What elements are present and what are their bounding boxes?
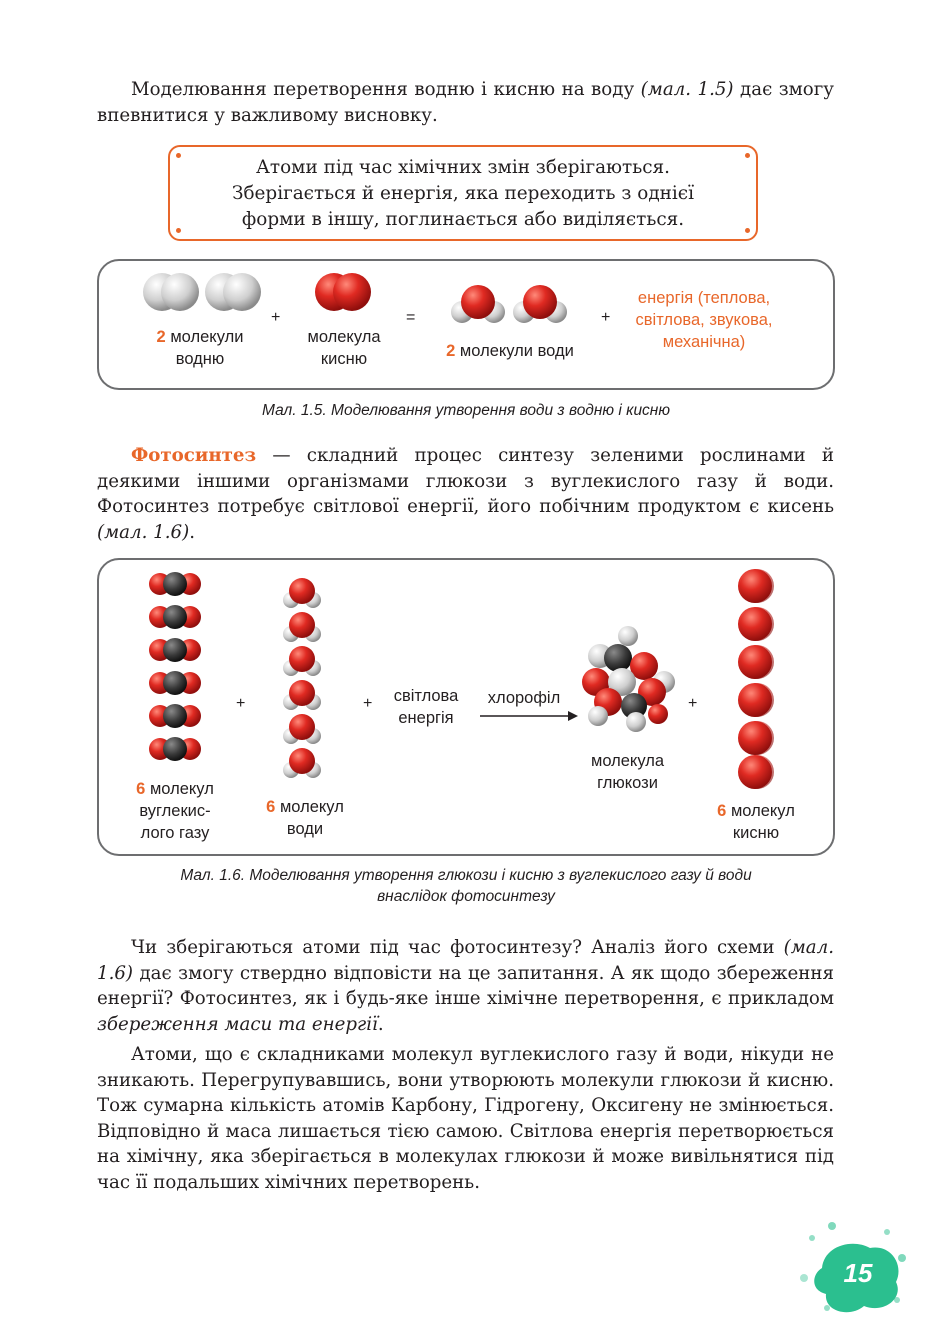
question-emphasis: збереження маси та енергії (97, 1013, 378, 1035)
callout-line-1: Атоми під час хімічних змін зберігаються. (256, 157, 670, 178)
water-molecules-illustration (450, 278, 575, 330)
figure-1-6-caption-line1: Мал. 1.6. Моделювання утворення глюкози і кисню з вуглекислого газу й води (180, 867, 752, 884)
glucose-label (570, 750, 685, 794)
oxygen-6-label-line1: молекул (730, 802, 795, 820)
reaction-arrow (480, 710, 580, 722)
photosynthesis-paragraph (97, 443, 834, 545)
light-energy-line2: енергія (398, 709, 454, 727)
plus-sign: + (688, 695, 698, 712)
energy-line1: енергія (теплова, (637, 289, 771, 307)
question-text-1: Чи зберігаються атоми під час фотосинтезу? Аналіз його схеми (131, 937, 775, 958)
equals-sign: = (406, 309, 416, 326)
callout-corner-dot (176, 228, 181, 233)
glucose-line2: глюкози (597, 774, 658, 792)
co2-label (115, 778, 235, 844)
energy-label (614, 287, 794, 353)
water-6-label-line2: води (286, 820, 324, 838)
figure-1-5-caption: Мал. 1.5. Моделювання утворення води з водню і кисню (261, 402, 670, 419)
light-energy-label (376, 685, 476, 729)
water-count: 2 (446, 342, 456, 360)
oxygen-6-label (696, 800, 816, 844)
glucose-line1: молекула (590, 752, 665, 770)
intro-paragraph (97, 77, 834, 128)
water-label (425, 340, 595, 362)
carbon-dioxide-molecules-illustration (150, 570, 202, 770)
co2-label-line3: лого газу (140, 824, 210, 842)
callout-line-2: Зберігається й енергія, яка переходить з однієї (232, 183, 694, 204)
oxygen-6-label-line2: кисню (732, 824, 780, 842)
water-6-label-line1: молекул (279, 798, 344, 816)
page-number: 15 (843, 1258, 873, 1288)
oxygen-6-count: 6 (717, 802, 727, 820)
photosynthesis-figure-ref: (мал. 1.6) (97, 521, 190, 543)
plus-sign: + (236, 695, 246, 712)
hydrogen-molecules-illustration (140, 266, 265, 316)
plus-sign: + (363, 695, 373, 712)
question-paragraph (97, 935, 834, 1037)
water-6-label (245, 796, 365, 840)
callout-corner-dot (176, 153, 181, 158)
callout-corner-dot (745, 228, 750, 233)
question-text-2: дає змогу ствердно відповісти на це запитання. А як щодо збереження енергії? Фотосинтез, як і будь-яке інше хімічне перетворення, є прикладом (97, 962, 834, 1010)
hydrogen-label-line1: молекули (170, 328, 244, 346)
water-6-count: 6 (266, 798, 276, 816)
oxygen-label-line1: молекула (307, 328, 381, 346)
oxygen-label (289, 326, 399, 370)
question-end: . (377, 1013, 384, 1035)
intro-text-end: дає змогу впевнитися у важливому висновку. (97, 79, 834, 126)
callout-line-3: форми в іншу, поглинається або виділяється. (241, 209, 685, 230)
figure-1-6-caption-line2: внаслідок фотосинтезу (377, 888, 555, 905)
intro-figure-ref: (мал. 1.5) (640, 79, 734, 100)
co2-label-line2: вуглекис- (139, 802, 211, 820)
photosynthesis-term: Фотосинтез (131, 445, 257, 466)
hydrogen-count: 2 (156, 328, 166, 346)
energy-line2: світлова, звукова, (635, 311, 773, 329)
co2-label-line1: молекул (149, 780, 214, 798)
atoms-paragraph: Атоми, що є складниками молекул вуглекислого газу й води, нікуди не зникають. Перегрупувавшись, вони утворюють молекули глюкози й кисню. Тож сумарна кількість атомів Карбону, Гідрогену, Оксигену не змінюється. Відповідно й маса лишається тією самою. Світлова енергія перетворюється на хімічну, яка зберігається в молекулах глюкози й може вивільнятися під час її подальших хімічних перетворень. (97, 1044, 834, 1193)
plus-sign: + (601, 309, 611, 326)
oxygen-molecule-illustration (312, 266, 377, 316)
light-energy-line1: світлова (393, 687, 459, 705)
hydrogen-label-line2: водню (175, 350, 225, 368)
water-label-text: молекули води (459, 342, 574, 360)
oxygen-molecules-column-illustration (734, 568, 778, 788)
co2-count: 6 (136, 780, 146, 798)
callout-corner-dot (745, 153, 750, 158)
water-molecules-column-illustration (283, 573, 327, 783)
photosynthesis-text: — складний процес синтезу зеленими рослинами й деякими іншими організмами глюкози з вуглекислого газу й води. Фотосинтез потребує світлової енергії, його побічним продуктом є кисень (97, 445, 834, 518)
energy-line3: механічна) (662, 333, 746, 351)
chlorophyll-label: хлорофіл (487, 689, 561, 707)
hydrogen-label (130, 326, 270, 370)
figure-1-6-caption (97, 865, 835, 907)
intro-text: Моделювання перетворення водню і кисню на воду (131, 79, 635, 100)
question-figure-ref: (мал. 1.6) (97, 937, 834, 984)
oxygen-label-line2: кисню (320, 350, 368, 368)
plus-sign: + (271, 309, 281, 326)
glucose-molecule-illustration (578, 626, 678, 730)
key-conclusion-callout (168, 145, 758, 241)
photosynthesis-end: . (189, 521, 195, 543)
